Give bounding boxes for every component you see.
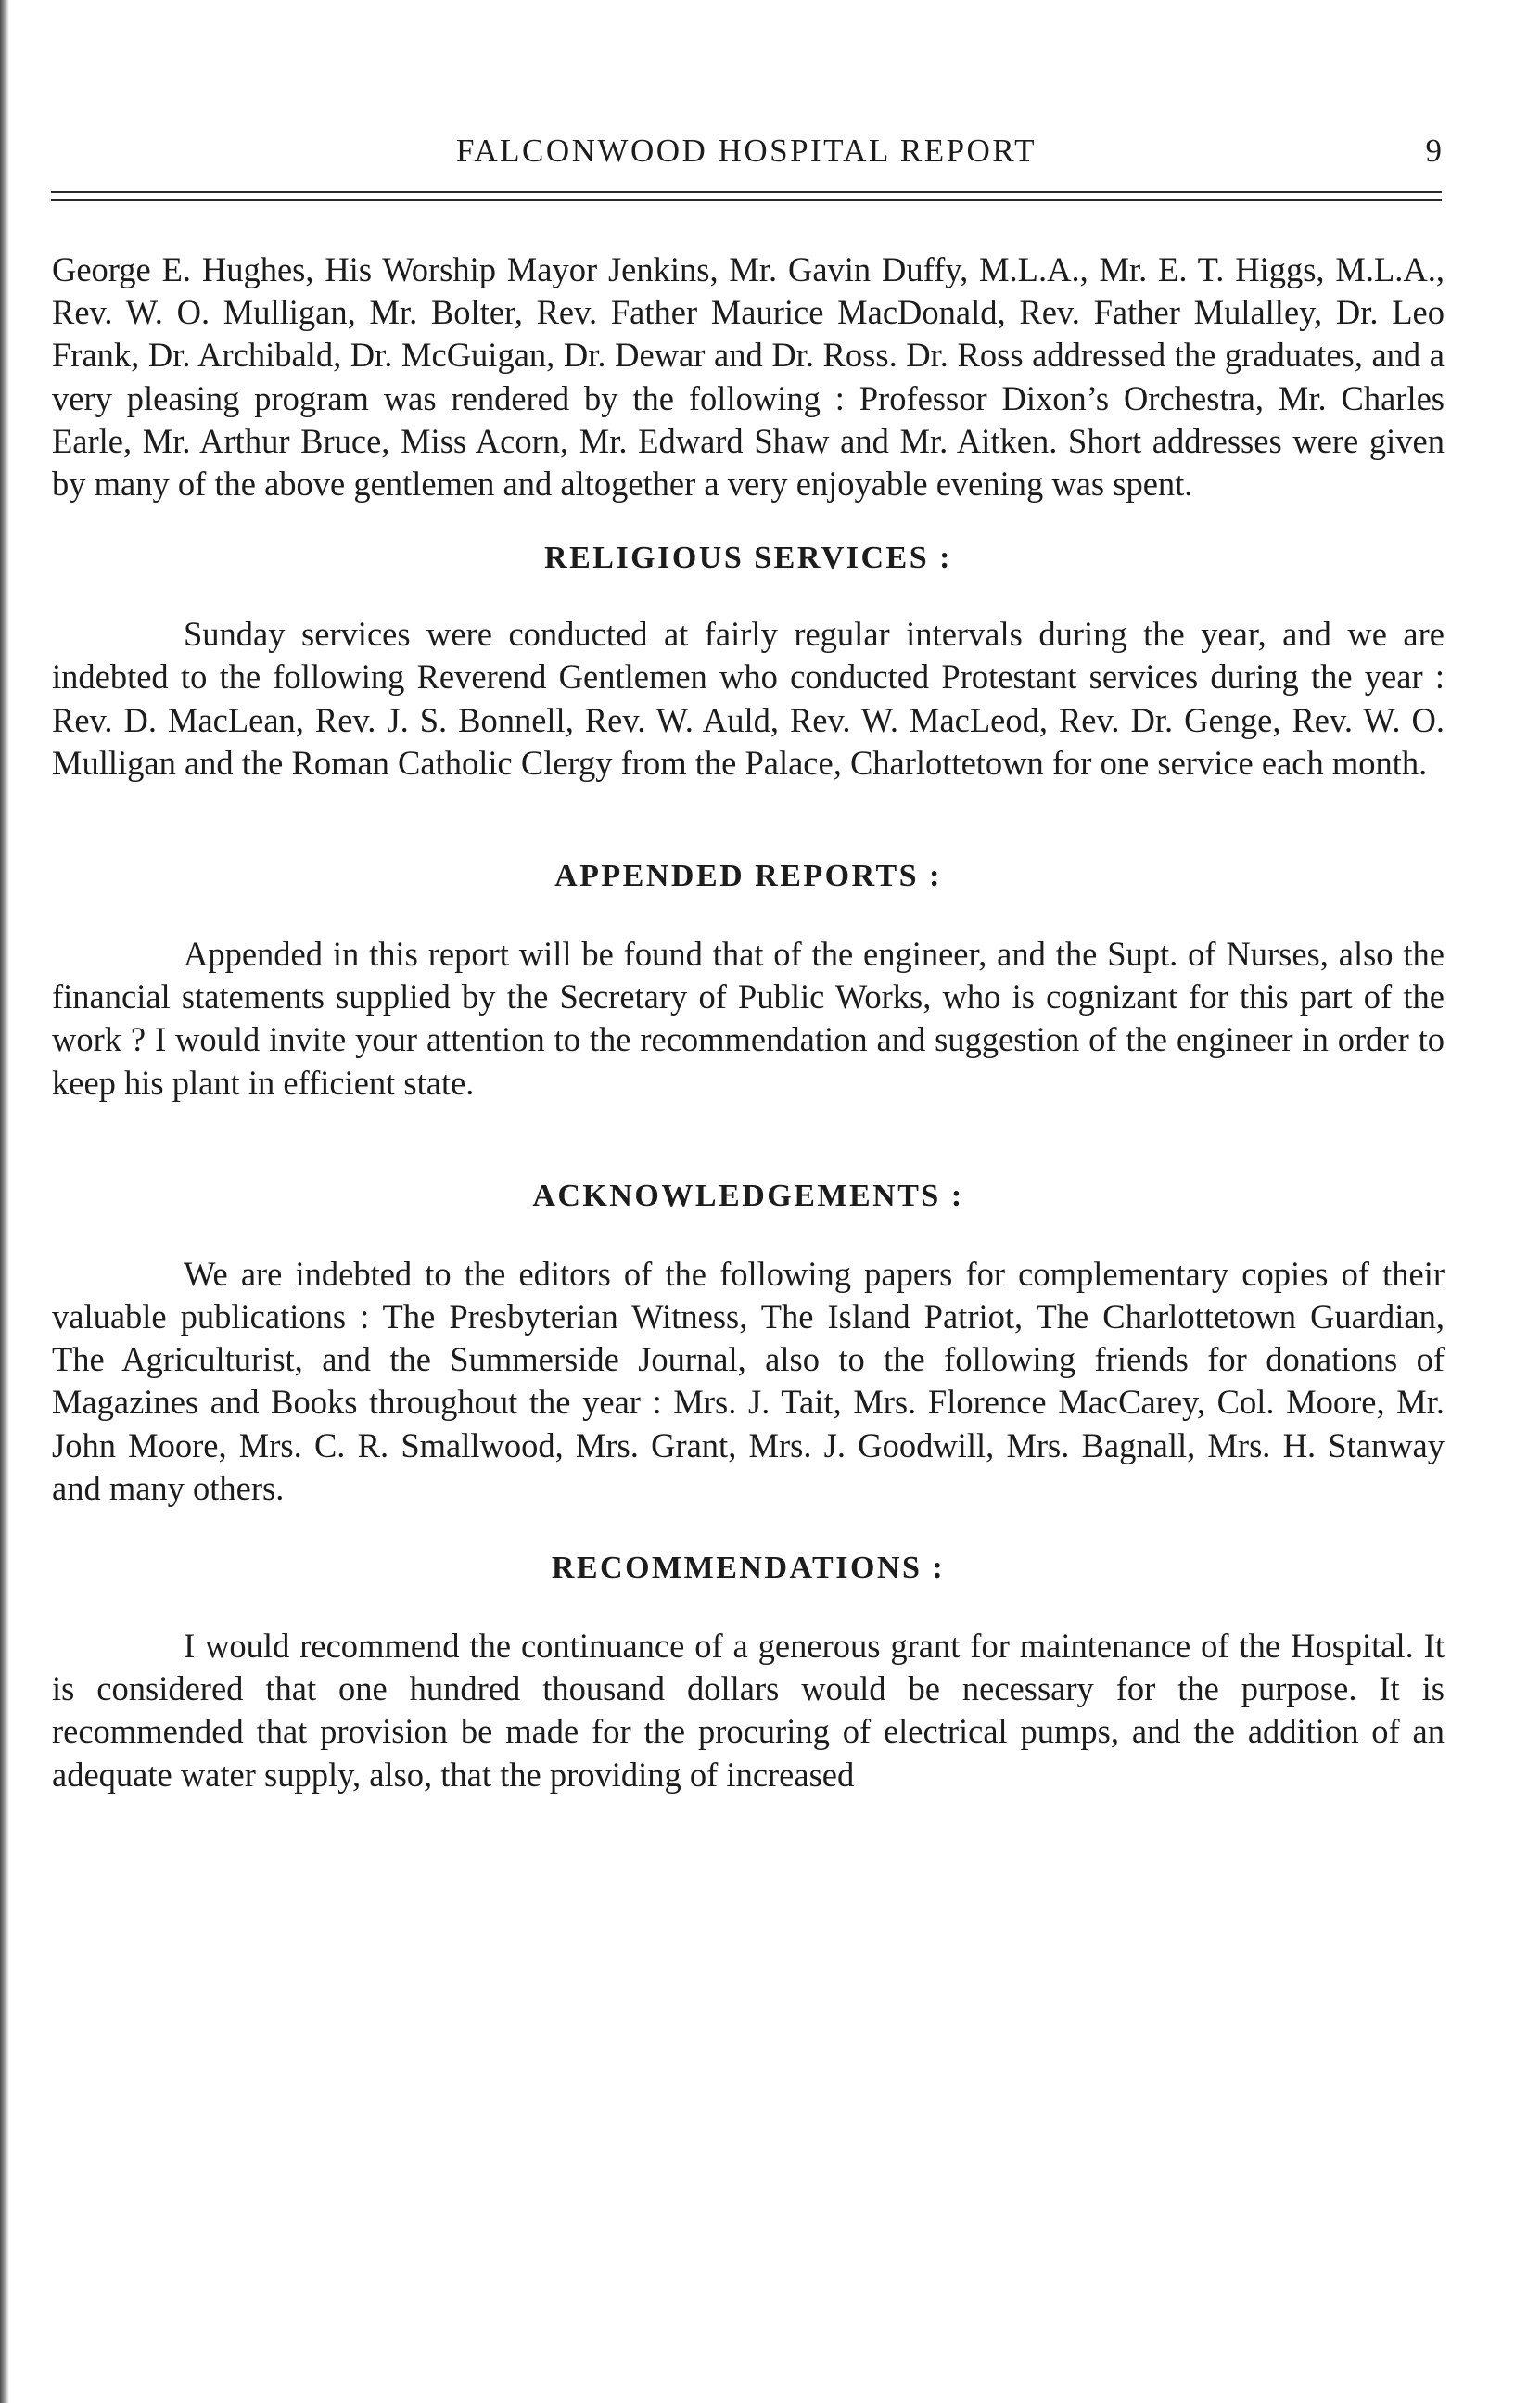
acknowledgements-paragraph: We are indebted to the editors of the following papers for complementary copies of their valuable publications : The Presbyterian Witness, The Island Patriot, The Charlottetown Guardian, The Agriculturist, and the Summerside Journal, also to the following friends for donations of Magazines and Books throughout the year : Mrs. J. Tait, Mrs. Florence MacCarey, Col. Moore, Mr. John Moore, Mrs. C. R. Smallwood, Mrs. Grant, Mrs. J. Goodwill, Mrs. Bagnall, Mrs. H. Stanway and many others. xyxy=(52,1254,1445,1507)
header-rule-top xyxy=(51,191,1442,193)
page-number: 9 xyxy=(1425,133,1442,169)
appended-reports-paragraph: Appended in this report will be found that of the engineer, and the Supt. of Nurses, also the financial statements supplied by the Secretary of Public Works, who is cognizant for this part of the work ? I would invite your attention to the recommendation and suggestion of the engineer in order to keep his plant in efficient state. xyxy=(52,935,1445,1102)
heading-religious-services: RELIGIOUS SERVICES : xyxy=(544,541,952,576)
header-rule-bottom xyxy=(51,199,1442,201)
running-title: FALCONWOOD HOSPITAL REPORT xyxy=(456,133,1037,169)
page-binding-edge xyxy=(0,0,9,2403)
opening-paragraph: George E. Hughes, His Worship Mayor Jenkins, Mr. Gavin Duffy, M.L.A., Mr. E. T. Higgs, M.L.A., Rev. W. O. Mulligan, Mr. Bolter, Rev. Father Maurice MacDonald, Rev. Father Mulalley, Dr. Leo Frank, Dr. Archibald, Dr. McGuigan, Dr. Dewar and Dr. Ross. Dr. Ross addressed the graduates, and a very pleasing program was rendered by the following : Professor Dixon’s Orchestra, Mr. Charles Earle, Mr. Arthur Bruce, Miss Acorn, Mr. Edward Shaw and Mr. Aitken. Short addresses were given by many of the above gentlemen and altogether a very enjoyable evening was spent. xyxy=(52,250,1445,504)
heading-recommendations: RECOMMENDATIONS : xyxy=(551,1551,946,1586)
running-header xyxy=(51,128,1442,174)
recommendations-paragraph: I would recommend the continuance of a generous grant for maintenance of the Hospital. It is considered that one hundred thousand dollars would be necessary for the purpose. It is recommended that provision be made for the procuring of electrical pumps, and the addition of an adequate water supply, also, that the providing of increased xyxy=(52,1627,1445,1794)
heading-acknowledgements: ACKNOWLEDGEMENTS : xyxy=(532,1178,964,1213)
religious-services-paragraph: Sunday services were conducted at fairly regular intervals during the year, and we are indebted to the following Reverend Gentlemen who conducted Protestant services during the year : Rev. D. MacLean, Rev. J. S. Bonnell, Rev. W. Auld, Rev. W. MacLeod, Rev. Dr. Genge, Rev. W. O. Mulligan and the Roman Catholic Clergy from the Palace, Charlottetown for one service each month. xyxy=(52,615,1445,782)
heading-appended-reports: APPENDED REPORTS : xyxy=(554,859,942,894)
body-text xyxy=(52,249,1445,1796)
